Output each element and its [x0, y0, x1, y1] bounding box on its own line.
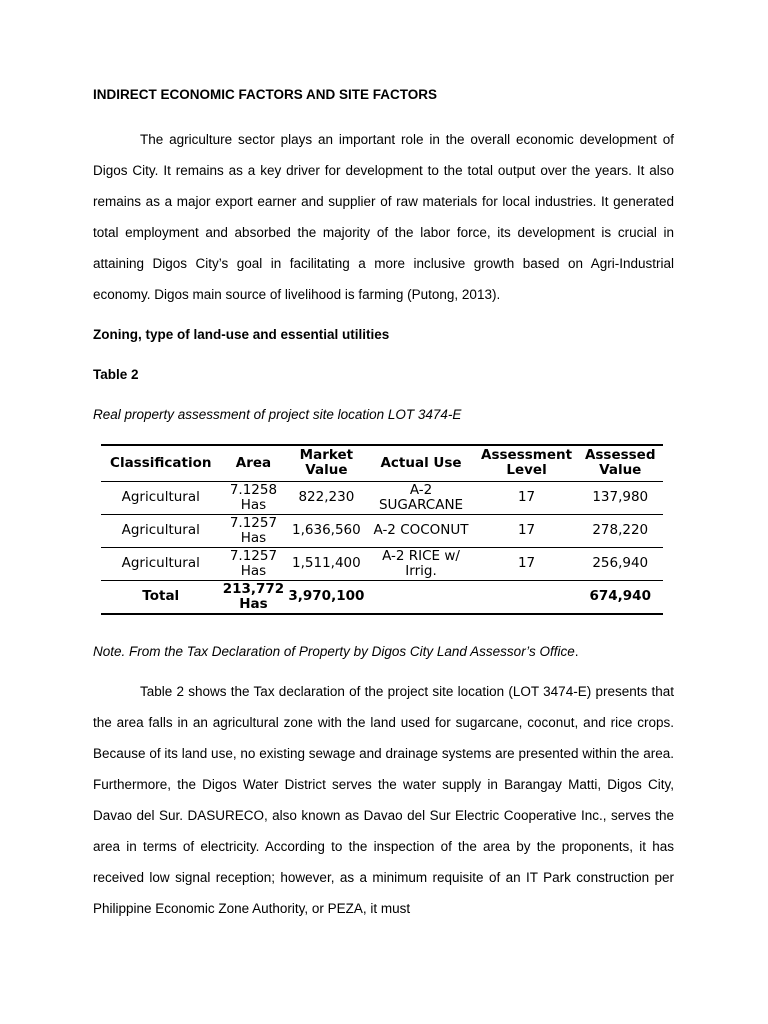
discussion-paragraph: Table 2 shows the Tax declaration of the project site location (LOT 3474-E) presents that the area falls in an agricultural zone with the land used for sugarcane, coconut, and rice crops. Because of its land use, no existing sewage and drainage systems are presented within the area. Furthermore, the Digos Water District serves the water supply in Barangay Matti, Digos City, Davao del Sur. DASURECO, also known as Davao del Sur Electric Cooperative Inc., serves the area in terms of electricity. According to the inspection of the area by the proponents, it has received low signal reception; however, as a minimum requisite of an IT Park construction per Philippine Economic Zone Authority, or PEZA, it must	[93, 684, 674, 916]
cell-area: 7.1257 Has	[229, 514, 278, 546]
table-row	[101, 547, 663, 580]
section-heading: INDIRECT ECONOMIC FACTORS AND SITE FACTORS	[93, 87, 438, 102]
assessment-table	[101, 444, 663, 615]
table-label: Table 2	[93, 367, 139, 382]
total-market-value: 3,970,100	[288, 588, 365, 605]
table-row	[101, 514, 663, 547]
cell-market-value: 1,636,560	[292, 522, 361, 538]
zoning-subheading: Zoning, type of land-use and essential utilities	[93, 327, 390, 342]
cell-assessed-value: 256,940	[592, 555, 649, 571]
cell-actual-use: A-2 RICE w/ Irrig.	[382, 547, 460, 579]
cell-classification: Agricultural	[121, 522, 200, 538]
cell-actual-use: A-2 COCONUT	[373, 522, 469, 538]
cell-classification: Agricultural	[121, 555, 200, 571]
cell-area: 7.1258 Has	[229, 481, 278, 513]
cell-classification: Agricultural	[121, 489, 200, 505]
header-assessed-value: Assessed Value	[584, 447, 656, 479]
table-note: Note. From the Tax Declaration of Property by Digos City Land Assessor’s Office.	[93, 644, 579, 659]
header-assessment-level: Assessment Level	[481, 447, 573, 479]
cell-assessment-level: 17	[517, 555, 536, 571]
header-actual-use: Actual Use	[380, 454, 462, 471]
cell-actual-use: A-2 SUGARCANE	[378, 481, 464, 513]
total-assessed-value: 674,940	[589, 588, 651, 605]
cell-market-value: 1,511,400	[292, 555, 361, 571]
cell-assessed-value: 137,980	[592, 489, 649, 505]
cell-area: 7.1257 Has	[229, 547, 278, 579]
header-area: Area	[235, 454, 272, 471]
header-classification: Classification	[110, 454, 212, 471]
table-caption: Real property assessment of project site location LOT 3474-E	[93, 407, 462, 422]
cell-assessment-level: 17	[517, 522, 536, 538]
total-actual-use	[366, 580, 475, 614]
cell-assessment-level: 17	[517, 489, 536, 505]
table-row	[101, 481, 663, 514]
intro-paragraph: The agriculture sector plays an important role in the overall economic development of Digos City. It remains as a key driver for development to the total output over the years. It also remains as a major export earner and supplier of raw materials for local industries. It generated total employment and absorbed the majority of the labor force, its development is crucial in attaining Digos City’s goal in facilitating a more inclusive growth based on Agri-Industrial economy. Digos main source of livelihood is farming (Putong, 2013).	[93, 132, 674, 302]
table-total-row	[101, 580, 663, 614]
header-market-value: Market Value	[299, 447, 354, 479]
cell-assessed-value: 278,220	[592, 522, 649, 538]
total-area: 213,772 Has	[222, 580, 285, 612]
note-text: Note. From the Tax Declaration of Property by Digos City Land Assessor’s Office	[93, 644, 575, 659]
cell-market-value: 822,230	[298, 489, 355, 505]
total-label: Total	[142, 588, 180, 605]
total-assessment-level	[476, 580, 578, 614]
table-header-row	[101, 445, 663, 481]
